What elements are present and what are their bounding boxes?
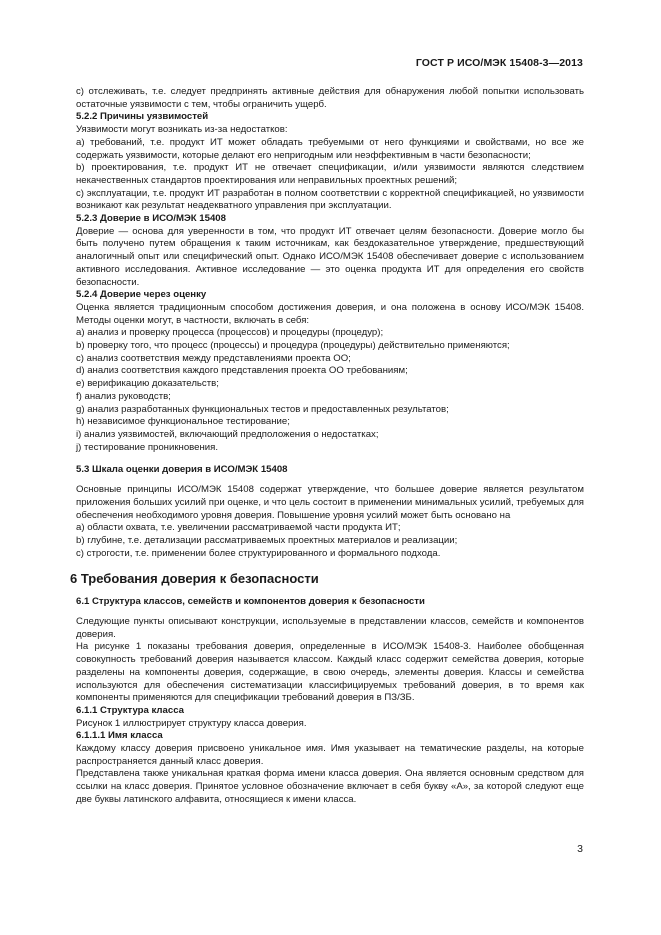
list-item: h) независимое функциональное тестирование; bbox=[76, 416, 290, 428]
list-item: b) проектирования, т.е. продукт ИТ не отвечает спецификации, и/или уязвимости являются следствием некачественных стандартов проектирования или неправильных проектных решений; bbox=[76, 162, 584, 186]
list-item: d) анализ соответствия каждого представления проекта ОО требованиям; bbox=[76, 365, 408, 377]
heading-5-2-2: 5.2.2 Причины уязвимостей bbox=[76, 111, 209, 123]
list-item: a) анализ и проверку процесса (процессов) и процедуры (процедур); bbox=[76, 327, 384, 339]
list-item: c) строгости, т.е. применении более структурированного и формального подхода. bbox=[76, 547, 441, 559]
list-item: i) анализ уязвимостей, включающий предположения о недостатках; bbox=[76, 428, 379, 440]
paragraph: Следующие пункты описывают конструкции, используемые в представлении классов, семейств и компонентов доверия. bbox=[76, 616, 584, 640]
paragraph: Каждому классу доверия присвоено уникальное имя. Имя указывает на тематические разделы, на которые распространяется данный класс доверия. bbox=[76, 743, 584, 767]
paragraph: c) отслеживать, т.е. следует предпринять активные действия для обнаружения любой попытки использовать остаточные уязвимости с тем, чтобы ограничить ущерб. bbox=[76, 86, 584, 110]
paragraph: На рисунке 1 показаны требования доверия, определенные в ИСО/МЭК 15408-3. Наиболее обобщенная совокупность требований доверия называется классом. Каждый класс содержит семейства доверия, которые разделены на компоненты доверия, содержащие, в свою очередь, элементы доверия. Классы и семейства используются для обеспечения систематизации классифицируемых требований доверия, в то время как компоненты применяются для спецификации требований доверия в ПЗ/ЗБ. bbox=[76, 641, 584, 704]
list-item: e) верификацию доказательств; bbox=[76, 378, 219, 390]
heading-5-2-3: 5.2.3 Доверие в ИСО/МЭК 15408 bbox=[76, 213, 226, 225]
paragraph: Основные принципы ИСО/МЭК 15408 содержат утверждение, что большее доверие является результатом приложения больших усилий при оценке, и что цель состоит в применении минимальных усилий, требуемых для обеспечения необходимого уровня доверия. Повышение уровня усилий может быть основано на bbox=[76, 484, 584, 521]
list-item: j) тестирование проникновения. bbox=[76, 441, 219, 453]
heading-6: 6 Требования доверия к безопасности bbox=[70, 571, 319, 587]
paragraph: Доверие — основа для уверенности в том, что продукт ИТ отвечает целям безопасности. Доверие могло бы быть получено путем обращения к таким источникам, как бездоказательное утверждение, предшествующий аналогичный опыт или специфический опыт. Однако ИСО/МЭК 15408 обеспечивает доверие с использованием активного исследования. Активное исследование — это оценка продукта ИТ для определения его свойств безопасности. bbox=[76, 225, 584, 288]
paragraph: Представлена также уникальная краткая форма имени класса доверия. Она является основным средством для ссылки на класс доверия. Принятое условное обозначение включает в себя букву «А», за которой следуют еще две буквы латинского алфавита, относящиеся к имени класса. bbox=[76, 768, 584, 805]
heading-6-1-1-1: 6.1.1.1 Имя класса bbox=[76, 730, 163, 742]
heading-6-1: 6.1 Структура классов, семейств и компонентов доверия к безопасности bbox=[76, 596, 425, 608]
document-header: ГОСТ Р ИСО/МЭК 15408-3—2013 bbox=[415, 57, 583, 69]
paragraph: Уязвимости могут возникать из-за недостатков: bbox=[76, 124, 288, 136]
page-body bbox=[70, 86, 584, 807]
paragraph: Рисунок 1 иллюстрирует структуру класса доверия. bbox=[76, 717, 307, 729]
heading-6-1-1: 6.1.1 Структура класса bbox=[76, 704, 184, 716]
list-item: f) анализ руководств; bbox=[76, 390, 171, 402]
list-item: c) анализ соответствия между представлениями проекта ОО; bbox=[76, 352, 351, 364]
paragraph: Оценка является традиционным способом достижения доверия, и она положена в основу ИСО/МЭК 15408. Методы оценки могут, в частности, включать в себя: bbox=[76, 301, 584, 326]
heading-5-2-4: 5.2.4 Доверие через оценку bbox=[76, 289, 207, 301]
list-item: g) анализ разработанных функциональных тестов и предоставленных результатов; bbox=[76, 403, 449, 415]
list-item: c) эксплуатации, т.е. продукт ИТ разработан в полном соответствии с корректной спецификацией, но уязвимости возникают как результат неадекватного управления при эксплуатации. bbox=[76, 187, 584, 212]
list-item: a) области охвата, т.е. увеличении рассматриваемой части продукта ИТ; bbox=[76, 522, 401, 534]
page-number: 3 bbox=[577, 843, 583, 855]
heading-5-3: 5.3 Шкала оценки доверия в ИСО/МЭК 15408 bbox=[76, 464, 288, 476]
list-item: a) требований, т.е. продукт ИТ может обладать требуемыми от него функциями и свойствами, но все же содержать уязвимости, которые делают его непригодным или неэффективным в части безопасности; bbox=[76, 136, 584, 161]
list-item: b) проверку того, что процесс (процессы) и процедура (процедуры) действительно применяются; bbox=[76, 340, 510, 352]
list-item: b) глубине, т.е. детализации рассматриваемых проектных материалов и реализации; bbox=[76, 534, 458, 546]
